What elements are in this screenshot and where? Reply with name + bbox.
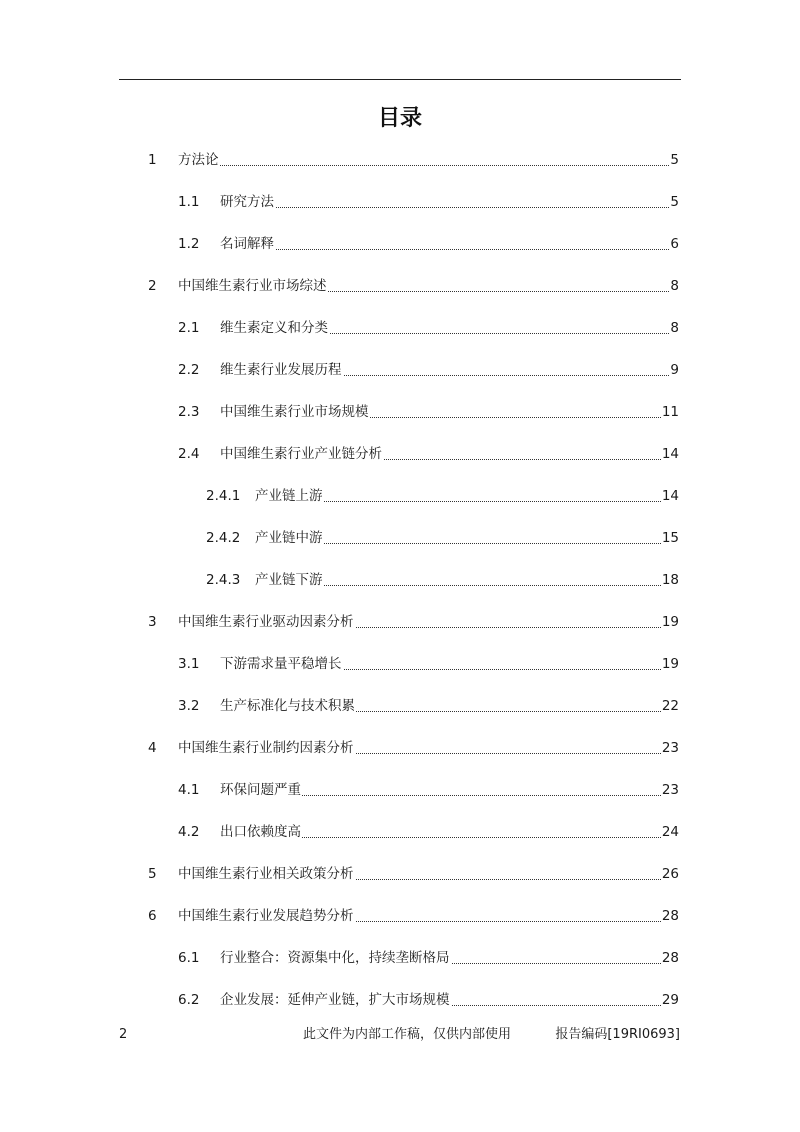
- toc-entry[interactable]: [178, 192, 679, 212]
- toc-entry-page: 24: [661, 824, 679, 840]
- toc-entry-label: 产业链中游: [255, 530, 323, 546]
- toc-entry-page: 29: [661, 992, 679, 1008]
- toc-title: 目录: [377, 106, 422, 131]
- toc-entry-number: 5: [148, 866, 157, 882]
- toc-dot-leader: [180, 165, 677, 166]
- toc-entry-label: 方法论: [178, 152, 219, 168]
- toc-entry-label: 产业链上游: [255, 488, 323, 504]
- footer-confidential-note: 此文件为内部工作稿，仅供内部使用: [303, 1027, 512, 1042]
- toc-entry[interactable]: [178, 696, 679, 716]
- toc-entry[interactable]: [178, 654, 679, 674]
- toc-entry-number: 2.2: [178, 362, 200, 378]
- toc-entry-page: 18: [661, 572, 679, 588]
- toc-entry-label: 维生素定义和分类: [220, 320, 328, 336]
- toc-entry[interactable]: [178, 780, 679, 800]
- toc-entry-page: 14: [661, 488, 679, 504]
- toc-entry-label: 生产标准化与技术积累: [220, 698, 355, 714]
- toc-entry-label: 维生素行业发展历程: [220, 362, 342, 378]
- toc-entry-number: 4: [148, 740, 157, 756]
- toc-entry-label: 行业整合：资源集中化，持续垄断格局: [220, 950, 450, 966]
- header-rule: [119, 79, 681, 80]
- toc-entry-page: 28: [661, 950, 679, 966]
- toc-entry-label: 中国维生素行业发展趋势分析: [178, 908, 354, 924]
- toc-entry-number: 2.1: [178, 320, 200, 336]
- toc-entry[interactable]: [178, 822, 679, 842]
- toc-entry-label: 下游需求量平稳增长: [220, 656, 342, 672]
- toc-entry[interactable]: [178, 402, 679, 422]
- toc-entry-page: 9: [670, 362, 679, 378]
- toc-entry-number: 2.4.1: [206, 488, 241, 504]
- toc-entry-number: 3.1: [178, 656, 200, 672]
- toc-entry[interactable]: [178, 990, 679, 1010]
- toc-entry[interactable]: [148, 612, 679, 632]
- toc-entry[interactable]: [148, 738, 679, 758]
- toc-entry-page: 11: [661, 404, 679, 420]
- toc-entry-number: 3: [148, 614, 157, 630]
- toc-entry[interactable]: [178, 318, 679, 338]
- toc-entry-number: 2.4.2: [206, 530, 241, 546]
- toc-entry-label: 出口依赖度高: [220, 824, 301, 840]
- toc-entry-page: 22: [661, 698, 679, 714]
- toc-entry-page: 5: [670, 152, 679, 168]
- toc-entry-number: 6.1: [178, 950, 200, 966]
- toc-entry-label: 中国维生素行业市场规模: [220, 404, 369, 420]
- toc-entry[interactable]: [148, 906, 679, 926]
- toc-entry-number: 2: [148, 278, 157, 294]
- toc-entry-page: 28: [661, 908, 679, 924]
- toc-entry-number: 2.4.3: [206, 572, 241, 588]
- toc-entry-number: 2.4: [178, 446, 200, 462]
- toc-entry-number: 6: [148, 908, 157, 924]
- toc-entry-label: 中国维生素行业产业链分析: [220, 446, 382, 462]
- toc-entry-label: 产业链下游: [255, 572, 323, 588]
- toc-entry-page: 14: [661, 446, 679, 462]
- toc-entry[interactable]: [206, 528, 679, 548]
- toc-entry[interactable]: [148, 150, 679, 170]
- toc-entry[interactable]: [148, 276, 679, 296]
- toc-entry-page: 26: [661, 866, 679, 882]
- toc-entry[interactable]: [178, 234, 679, 254]
- toc-entry-number: 4.1: [178, 782, 200, 798]
- toc-entry-number: 2.3: [178, 404, 200, 420]
- toc-entry-page: 15: [661, 530, 679, 546]
- toc-entry-page: 23: [661, 782, 679, 798]
- toc-entry-page: 8: [670, 278, 679, 294]
- toc-entry-label: 中国维生素行业市场综述: [178, 278, 327, 294]
- toc-entry-number: 1.2: [178, 236, 200, 252]
- toc-entry-label: 研究方法: [220, 194, 274, 210]
- toc-entry[interactable]: [178, 948, 679, 968]
- toc-entry-label: 中国维生素行业制约因素分析: [178, 740, 354, 756]
- toc-entry-label: 企业发展：延伸产业链，扩大市场规模: [220, 992, 450, 1008]
- toc-entry-number: 3.2: [178, 698, 200, 714]
- toc-entry[interactable]: [206, 486, 679, 506]
- footer-report-code: 报告编码[19RI0693]: [555, 1027, 680, 1042]
- toc-entry[interactable]: [206, 570, 679, 590]
- toc-entry-page: 19: [661, 614, 679, 630]
- toc-entry[interactable]: [148, 864, 679, 884]
- toc-entry-page: 8: [670, 320, 679, 336]
- toc-entry-label: 中国维生素行业相关政策分析: [178, 866, 354, 882]
- toc-entry-number: 1: [148, 152, 157, 168]
- toc-entry-number: 6.2: [178, 992, 200, 1008]
- toc-entry-number: 4.2: [178, 824, 200, 840]
- toc-entry[interactable]: [178, 444, 679, 464]
- toc-entry-number: 1.1: [178, 194, 200, 210]
- toc-entry-page: 6: [670, 236, 679, 252]
- footer-page-number: 2: [119, 1027, 128, 1042]
- toc-entry-page: 23: [661, 740, 679, 756]
- toc-entry-label: 名词解释: [220, 236, 274, 252]
- toc-entry-page: 19: [661, 656, 679, 672]
- toc-entry-label: 环保问题严重: [220, 782, 301, 798]
- toc-dot-leader: [222, 207, 677, 208]
- toc-entry-label: 中国维生素行业驱动因素分析: [178, 614, 354, 630]
- toc-dot-leader: [222, 249, 677, 250]
- toc-entry-page: 5: [670, 194, 679, 210]
- toc-entry[interactable]: [178, 360, 679, 380]
